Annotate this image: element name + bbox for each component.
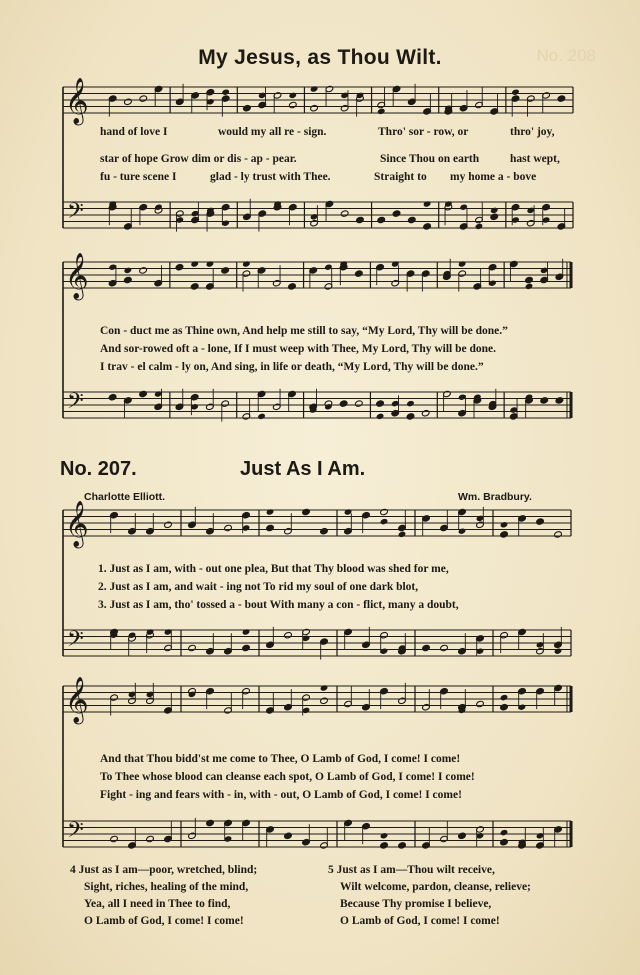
lyric-line: hast wept, [510,153,560,165]
verse-line: 5 Just as I am—Thou wilt receive, [328,864,495,876]
lyric-line: Thro' sor - row, or [378,126,469,138]
note-head [310,105,319,112]
note-head [242,628,251,635]
note-head [356,216,365,223]
lyric-line: glad - ly trust with Thee. [210,171,331,183]
note-head [289,101,298,108]
hymn-number: No. 207. [60,458,137,480]
note-head [110,835,119,842]
note-head [266,524,275,531]
note-head [310,85,319,92]
note-head [458,260,467,267]
lyric-line: my home a - bove [450,171,537,183]
note-head [500,829,509,836]
note-head [108,394,117,401]
note-head [320,684,329,691]
note-head [320,697,329,704]
note-head [398,531,407,538]
note-head [398,842,407,849]
note-head [190,283,199,290]
note-head [525,283,534,290]
note-head [206,260,215,267]
treble-clef-icon: 𝄞 [65,78,89,124]
note-head [475,223,484,230]
note-head [536,518,545,525]
note-head [406,413,415,420]
lyric-line: And that Thou bidd'st me come to Thee, O Lamb of God, I come! I come! [100,753,461,765]
note-head [139,390,148,397]
note-head [242,644,251,651]
note-head [555,397,564,404]
note-head [320,528,329,535]
lyric-line: 1. Just as I am, with - out one plea, But that Thy blood was shed for me, [98,563,449,575]
note-head [221,89,230,96]
note-head [355,400,364,407]
note-head [376,413,385,420]
verse-line: O Lamb of God, I come! I come! [84,915,244,927]
note-head [440,644,449,651]
verse-line: Wilt welcome, pardon, cleanse, relieve; [340,881,531,893]
note-head [355,270,364,277]
bass-clef-icon: 𝄢 [67,627,84,657]
note-head [139,95,148,102]
lyric-line: Con - duct me as Thine own, And help me still to say, “My Lord, Thy will be done.” [100,325,508,337]
lyric-line: fu - ture scene I [100,171,177,183]
note-head [511,89,520,96]
note-head [423,200,432,207]
lyric-line: Since Thou on earth [380,153,480,165]
note-head [525,276,534,283]
note-head [284,832,293,839]
note-head [284,632,293,639]
note-head [224,524,233,531]
lyric-line: 3. Just as I am, tho' tossed a - bout With many a con - flict, many a doubt, [98,599,459,611]
note-head [206,819,215,826]
note-head [164,521,173,528]
verse-line: O Lamb of God, I come! I come! [340,915,500,927]
note-head [490,207,499,214]
note-head [124,267,133,274]
note-head [380,518,389,525]
note-head [221,267,230,274]
note-head [376,400,385,407]
note-head [190,260,199,267]
note-head [500,694,509,701]
note-head [490,213,499,220]
note-head [458,832,467,839]
verse-line: Sight, riches, healing of the mind, [84,881,249,893]
note-head [257,413,266,420]
treble-clef-icon: 𝄞 [65,677,89,723]
bass-clef-icon: 𝄢 [67,389,84,419]
lyric-line: Fight - ing and fears with - in, with - out, O Lamb of God, I come! I come! [100,789,462,801]
note-head [340,210,349,217]
hymn-title: Just As I Am. [240,458,366,480]
note-head [288,283,297,290]
note-head [139,267,148,274]
verse-line: 4 Just as I am—poor, wretched, blind; [70,864,258,876]
faded-hymn-number: No. 208 [536,46,596,65]
lyric-line: And sor-rowed oft a - lone, If I must weep with Thee, My Lord, Thy will be done. [100,343,497,355]
note-head [289,92,298,99]
treble-clef-icon: 𝄞 [65,253,89,299]
note-head [380,842,389,849]
bass-clef-icon: 𝄢 [67,818,84,848]
note-head [422,644,431,651]
lyric-line: star of hope Grow dim or dis - ap - pear. [100,153,297,165]
verse-line: Because Thy promise I believe, [340,898,492,910]
note-head [146,835,155,842]
note-head [500,531,509,538]
lyric-line: To Thee whose blood can cleanse each spot, O Lamb of God, I come! I come! [100,771,475,783]
note-head [500,704,509,711]
composer-credit: Wm. Bradbury. [458,491,532,503]
bass-clef-icon: 𝄢 [67,199,84,229]
note-head [408,216,417,223]
note-head [500,839,509,846]
lyric-line: 2. Just as I am, and wait - ing not To rid my soul of one dark blot, [98,581,419,593]
note-head [500,521,509,528]
note-head [421,410,430,417]
note-head [380,508,389,515]
lyricist-credit: Charlotte Elliott. [84,491,166,503]
treble-clef-icon: 𝄞 [65,501,89,547]
note-head [175,264,184,271]
note-head [124,98,133,105]
note-head [377,216,386,223]
note-head [242,260,251,267]
lyric-line: would my all re - sign. [218,126,327,138]
note-head [554,531,563,538]
note-head [380,832,389,839]
note-head [423,223,432,230]
lyric-line: Straight to [374,171,427,183]
verse-line: Yea, all I need in Thee to find, [84,898,231,910]
note-head [554,648,563,655]
hymn-title: My Jesus, as Thou Wilt. [198,46,442,69]
lyric-line: thro' joy, [510,126,555,138]
note-head [377,108,386,115]
lyric-line: hand of love I [100,126,168,138]
note-head [476,700,485,707]
note-head [266,508,275,515]
note-head [124,276,133,283]
note-head [188,644,197,651]
lyric-line: I trav - el calm - ly on, And sing, in life or death, “My Lord, Thy will be done.” [100,361,484,373]
note-head [243,105,252,112]
note-head [406,400,415,407]
